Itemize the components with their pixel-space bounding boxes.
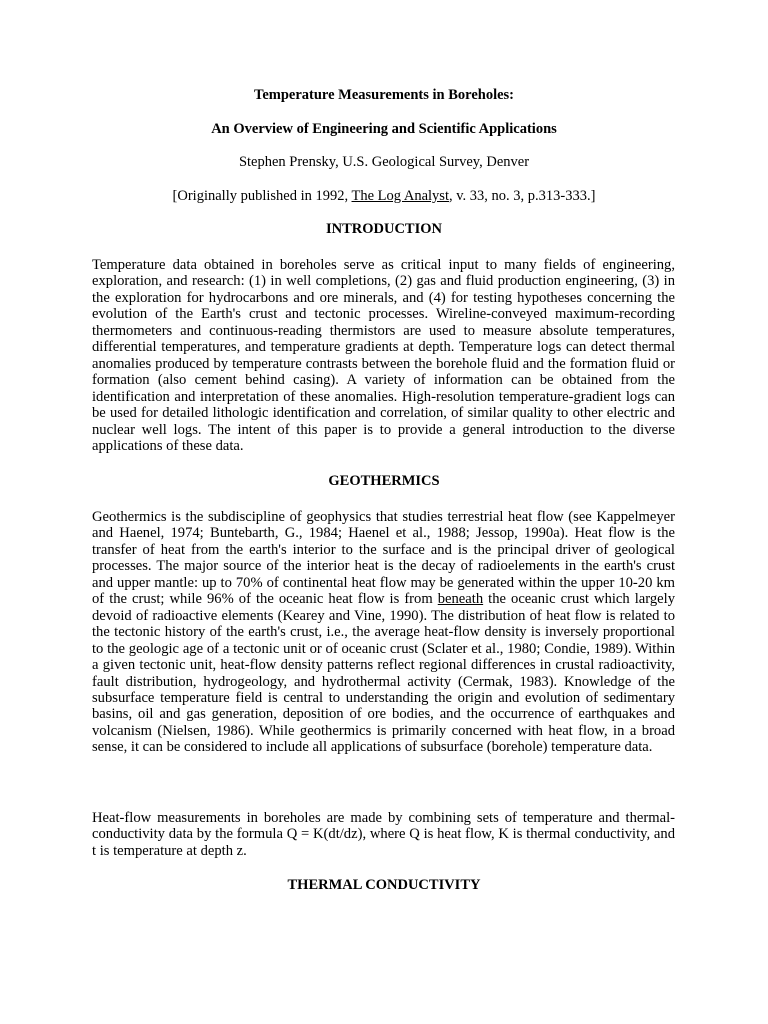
document-subtitle: An Overview of Engineering and Scientific Applications — [211, 121, 557, 137]
heading-geothermics: GEOTHERMICS — [328, 473, 440, 489]
author-line: Stephen Prensky, U.S. Geological Survey, Denver — [238, 154, 530, 170]
citation-suffix: , v. 33, no. 3, p.313-333.] — [448, 188, 596, 204]
heading-introduction: INTRODUCTION — [325, 221, 442, 237]
heading-thermal-conductivity: THERMAL CONDUCTIVITY — [287, 877, 481, 893]
geothermics-p1-text-b: the oceanic crust which largely devoid of radioactive elements (Kearey and Vine, 1990). The distribution of heat flow is related to the tectonic history of the earth's crust, i.e., the average heat-flow density is inversely proportional to the geologic age of a tectonic unit or of oceanic crust (Sclater et al., 1980; Condie, 1989). Within a given tectonic unit, heat-flow density patterns reflect regional differences in crustal radioactivity, fault distribution, hydrogeology, and hydrothermal activity (Cermak, 1983). Knowledge of the subsurface temperature field is central to understanding the origin and evolution of sedimentary basins, oil and gas generation, deposition of ore bodies, and the occurrence of earthquakes and volcanism (Nielsen, 1986). While geothermics is primarily concerned with heat flow, in a broad sense, it can be considered to include all applications of subsurface (borehole) temperature data. — [92, 591, 675, 756]
citation-prefix: [Originally published in 1992, — [172, 188, 352, 204]
introduction-paragraph: Temperature data obtained in boreholes serve as critical input to many fields of engineering, exploration, and research: (1) in well completions, (2) gas and fluid production engineering, (3) in the exploration for hydrocarbons and ore minerals, and (4) for testing hypotheses concerning the evolution of the Earth's crust and tectonic processes. Wireline-conveyed maximum-recording thermometers and continuous-reading thermistors are used to measure absolute temperatures, differential temperatures, and temperature gradients at depth. Temperature logs can detect thermal anomalies produced by temperature contrasts between the borehole fluid and the formation fluid or formation (also cement behind casing). A variety of information can be obtained from the identification and interpretation of these anomalies. High-resolution temperature-gradient logs can be used for detailed lithologic identification and correlation, of similar quality to other electric and nuclear well logs. The intent of this paper is to provide a general introduction to the diverse applications of these data. — [92, 257, 675, 454]
underlined-word: beneath — [437, 591, 484, 608]
geothermics-p1-text-a: Geothermics is the subdiscipline of geophysics that studies terrestrial heat flow (see Kappelmeyer and Haenel, 1974; Buntebarth, G., 1984; Haenel et al., 1988; Jessop, 1990a). Heat flow is the transfer of heat from the earth's interior to the surface and is the principal driver of geological processes. The major source of the interior heat is the decay of radioelements in the earth's crust and upper mantle: up to 70% of continental heat flow may be generated within the upper 10-20 km of the crust; while 96% of the oceanic heat flow is from — [92, 509, 675, 608]
journal-link[interactable]: The Log Analyst — [351, 188, 449, 204]
geothermics-paragraph-2: Heat-flow measurements in boreholes are made by combining sets of temperature and thermal-conductivity data by the formula Q = K(dt/dz), where Q is heat flow, K is thermal conductivity, and t is temperature at depth z. — [92, 810, 675, 859]
document-title: Temperature Measurements in Boreholes: — [253, 87, 515, 103]
citation-line — [0, 188, 768, 205]
geothermics-paragraph-1 — [92, 509, 675, 756]
